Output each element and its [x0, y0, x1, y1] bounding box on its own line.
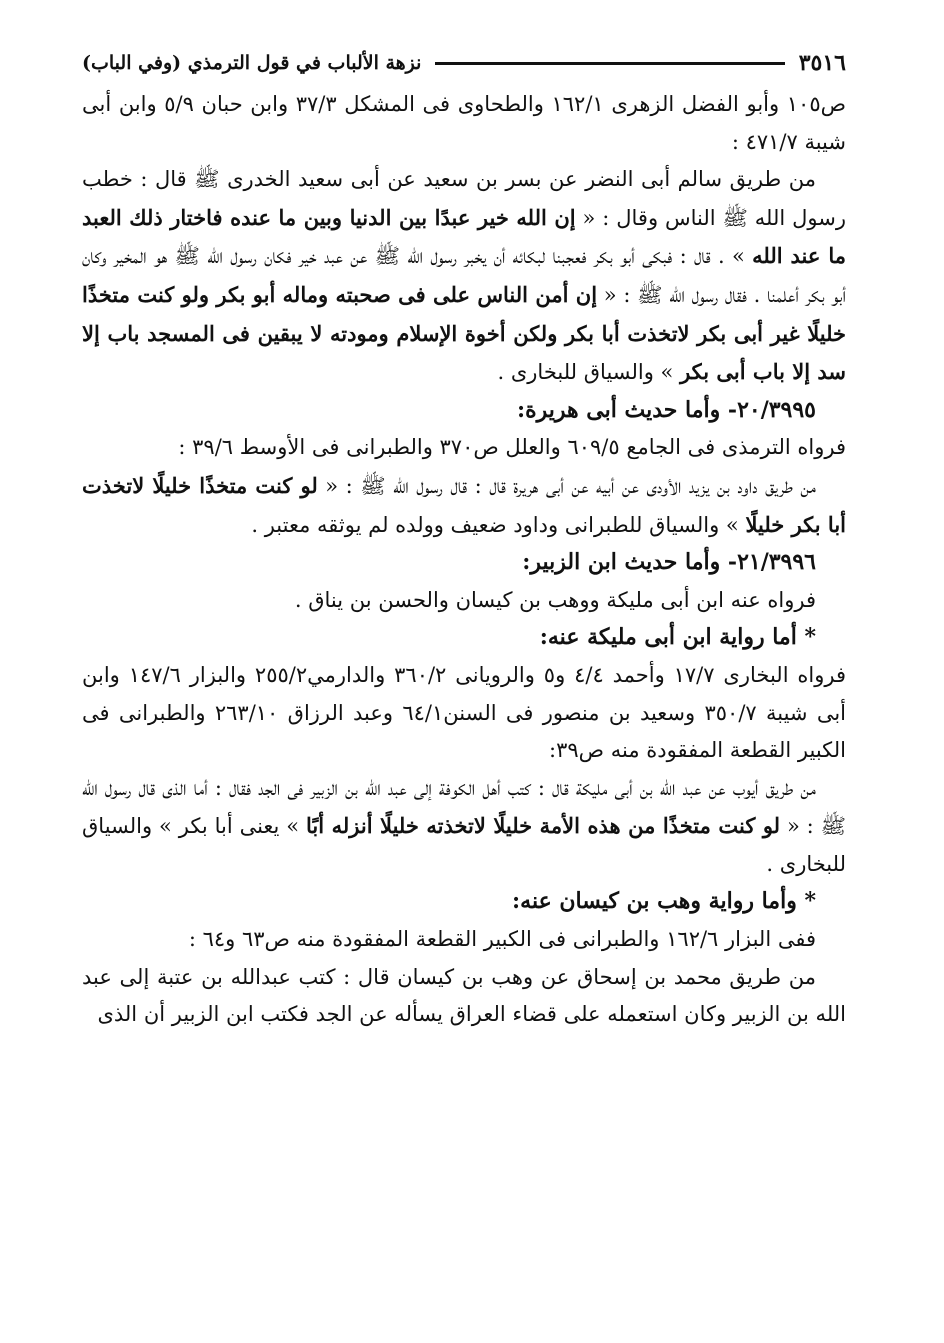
paragraph: من طريق سالم أبى النضر عن بسر بن سعيد عن أبى سعيد الخدرى ﷺ قال : خطب رسول الله ﷺ الناس وقال : « إن الله خير عبدًا بين الدنيا وبين ما عنده فاختار ذلك العبد ما عند الله » . قال : فبكى أبو بكر فعجبنا لبكائه أن يخبر رسول الله ﷺ عن عبد خير فكان رسول الله ﷺ هو المخير وكان أبو بكر أعلمنا . فقال رسول الله ﷺ : « إن أمن الناس على فى صحبته وماله أبو بكر ولو كنت متخذًا خليلًا غير أبى بكر لاتخذت أبا بكر ولكن أخوة الإسلام ومودته لا يبقين فى المسجد باب إلا سد إلا باب أبى بكر » والسياق للبخارى .: [82, 167, 846, 385]
page-header: [82, 40, 846, 86]
paragraph: فرواه البخارى ١٧/٧ وأحمد ٤/٤ و٥ والرويانى ٣٦٠/٢ والدارمي٢٥٥/٢ والبزار ١٤٧/٦ وابن أبى شيبة ٣٥٠/٧ وسعيد بن منصور فى السنن٦٤/١ وعبد الرزاق ٢٦٣/١٠ والطبرانى فى الكبير القطعة المفقودة منه ص٣٩:: [82, 662, 847, 763]
paragraph: من طريق أيوب عن عبد الله بن أبى مليكة قال : كتب أهل الكوفة إلى عبد الله بن الزبير فى الجد فقال : أما الذى قال رسول الله ﷺ : « لو كنت متخذًا من هذه الأمة خليلًا لاتخذته خليلًا أنزله أبًا » يعنى أبا بكر » والسياق للبخارى .: [82, 775, 846, 876]
section-heading: * وأما رواية وهب بن كيسان عنه:: [512, 888, 816, 915]
paragraph: ص١٠٥ وأبو الفضل الزهرى ١٦٢/١ والطحاوى فى المشكل ٣٧/٣ وابن حبان ٥/٩ وابن أبى شيبة ٤٧١/٧ :: [82, 92, 847, 154]
section-heading: * أما رواية ابن أبى مليكة عنه:: [539, 624, 816, 651]
section-heading: ٢١/٣٩٩٦- وأما حديث ابن الزبير:: [522, 549, 816, 576]
header-rule: [435, 62, 784, 65]
paragraph: من طريق داود بن يزيد الأودى عن أبيه عن أبى هريرة قال : قال رسول الله ﷺ : « لو كنت متخذًا خليلًا لاتخذت أبا بكر خليلًا » والسياق للطبرانى وداود ضعيف وولده لم يوثقه معتبر .: [82, 472, 846, 537]
paragraph: فرواه الترمذى فى الجامع ٦٠٩/٥ والعلل ص٣٧٠ والطبرانى فى الأوسط ٣٩/٦ :: [178, 435, 846, 460]
page-body: [82, 86, 846, 1034]
section-heading: ٢٠/٣٩٩٥- وأما حديث أبى هريرة:: [516, 396, 816, 423]
paragraph: من طريق محمد بن إسحاق عن وهب بن كيسان قال : كتب عبدالله بن عتبة إلى عبد الله بن الزبير وكان استعمله على قضاء العراق يسأله عن الجد فكتب ابن الزبير أن الذى: [82, 964, 846, 1027]
paragraph: ففى البزار ١٦٢/٦ والطبرانى فى الكبير القطعة المفقودة منه ص٦٣ و٦٤ :: [188, 927, 816, 952]
running-title: نزهة الألباب في قول الترمذي (وفي الباب): [82, 52, 422, 74]
page-number: ٣٥١٦: [798, 50, 846, 76]
paragraph: فرواه عنه ابن أبى مليكة ووهب بن كيسان والحسن بن يناق .: [294, 587, 816, 612]
